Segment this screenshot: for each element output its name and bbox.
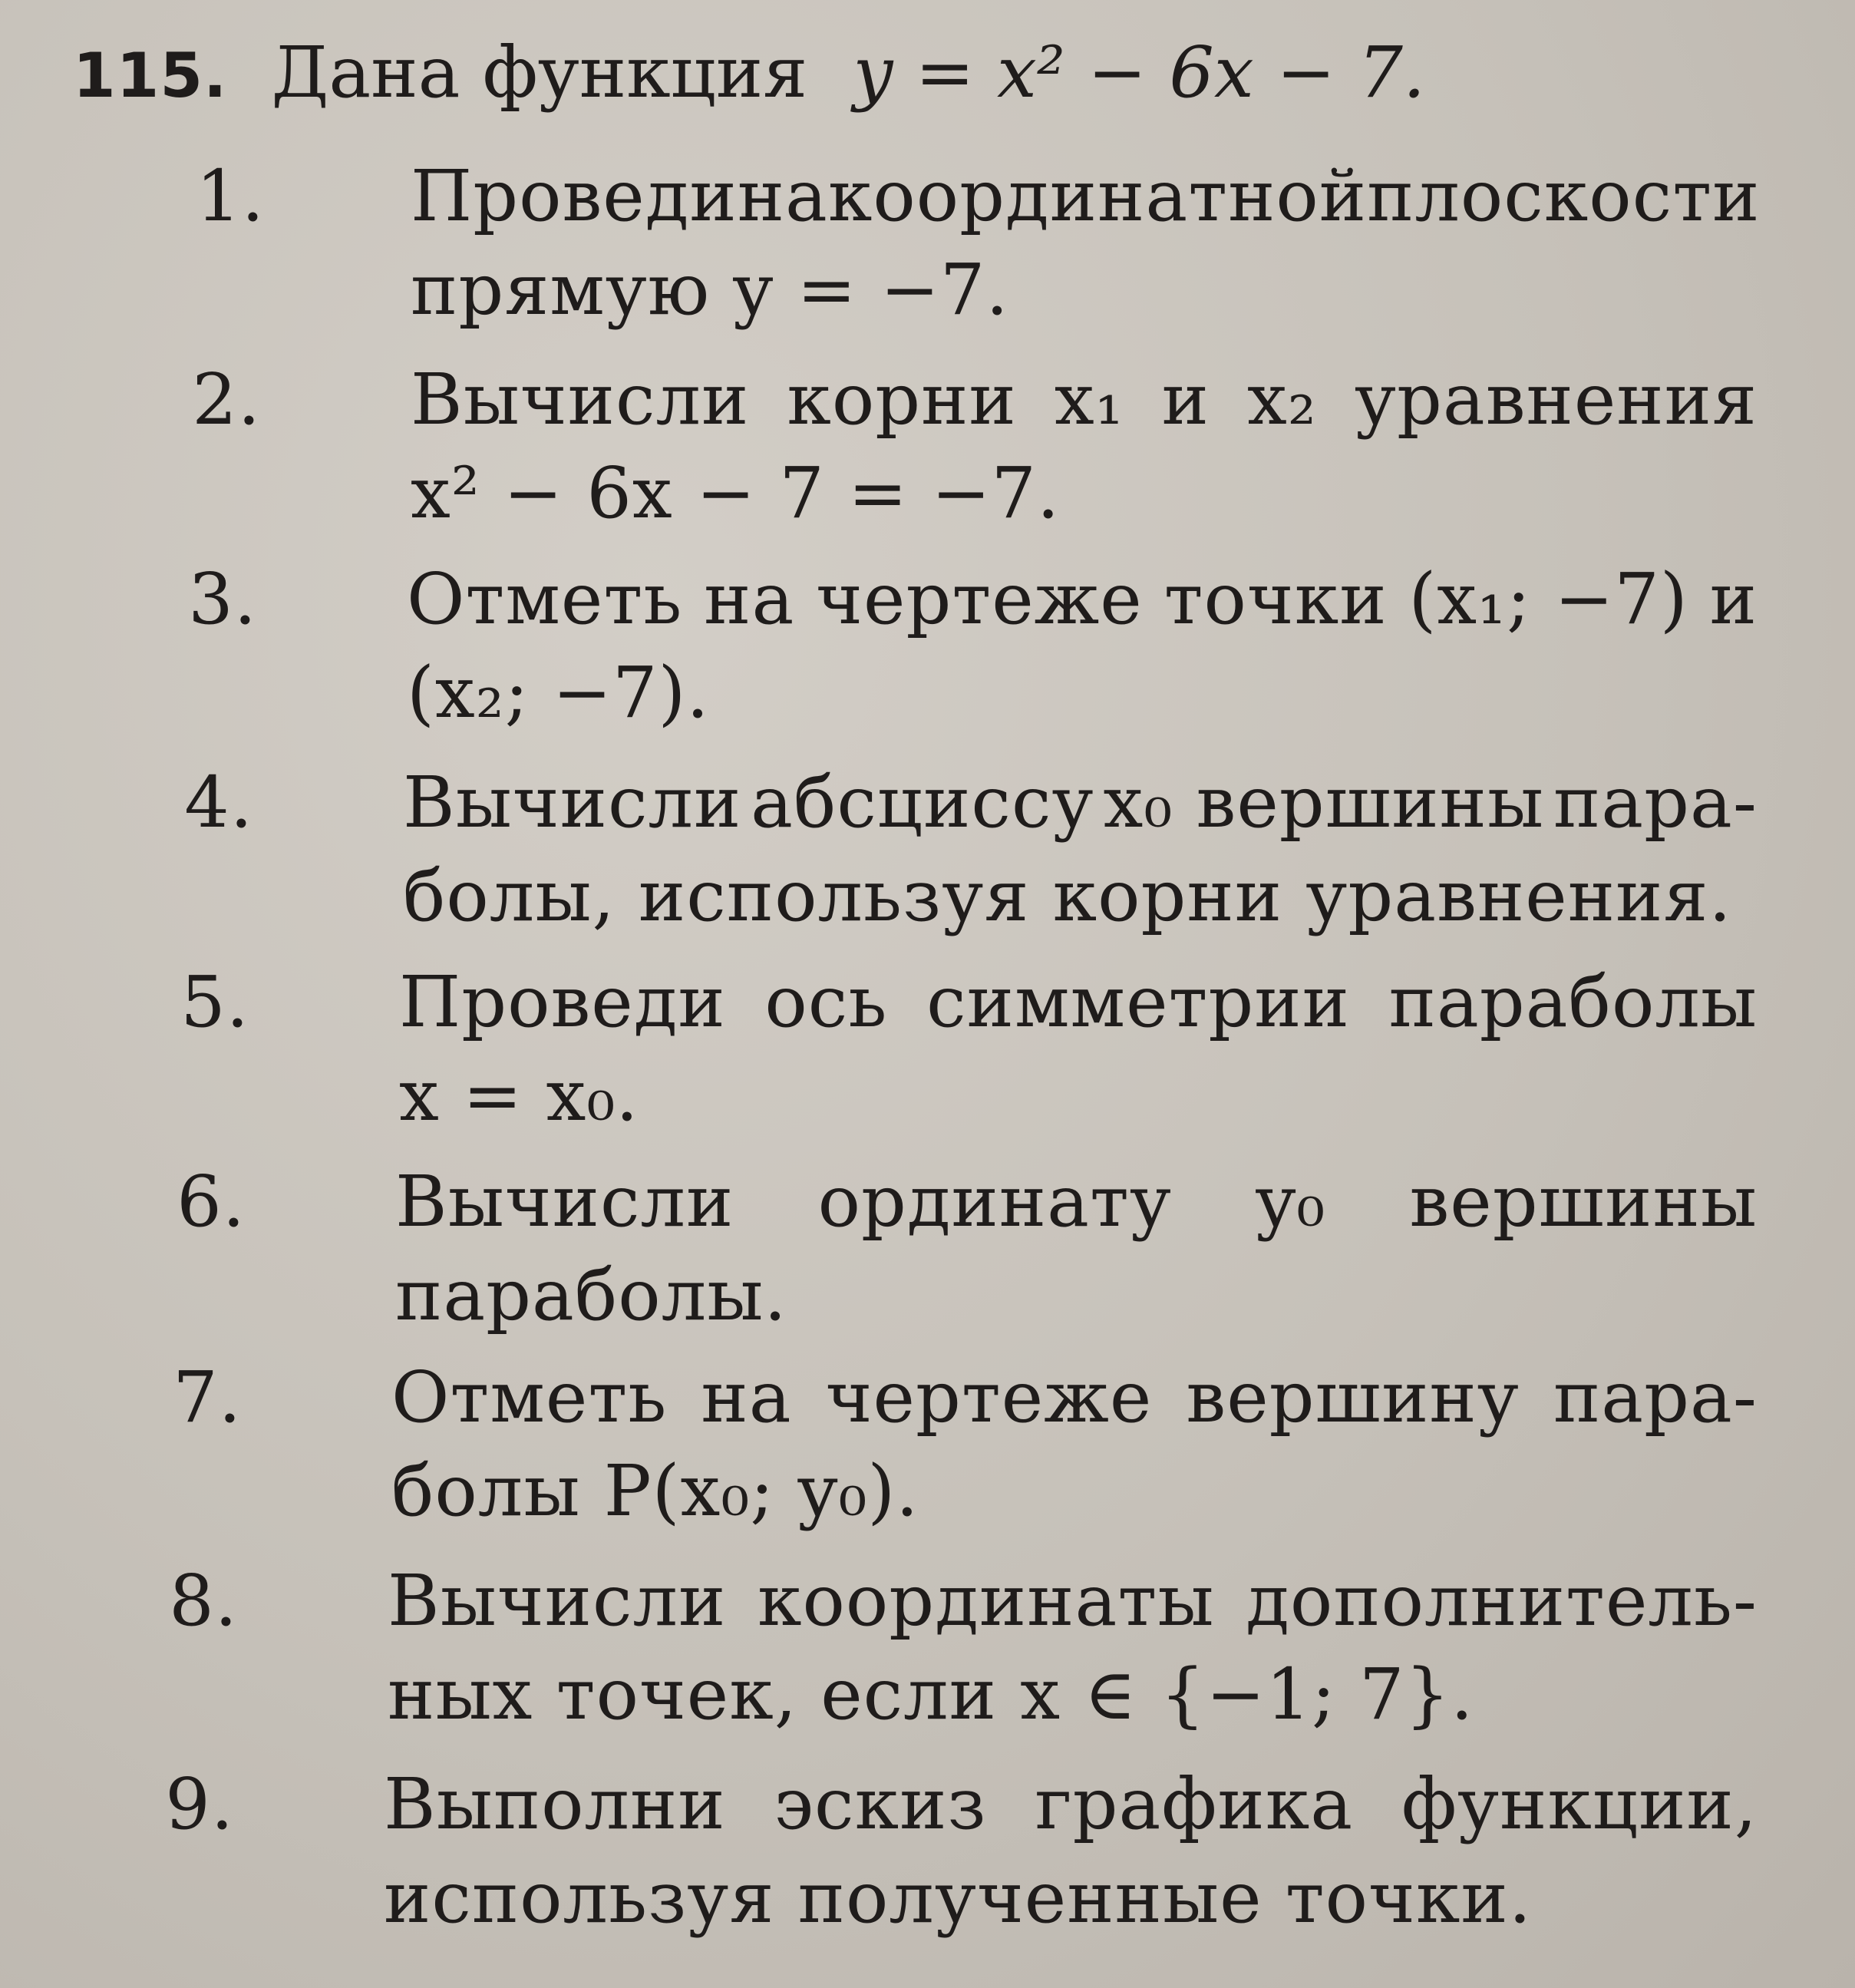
task-number: 2. <box>192 358 261 441</box>
task-line-1 <box>411 353 1758 447</box>
task-number: 1. <box>196 155 265 237</box>
task-word: симметрии <box>926 961 1350 1043</box>
task-number: 7. <box>173 1356 242 1438</box>
task-word: Проведи <box>411 155 738 237</box>
problem-intro: Дана функция <box>271 31 808 114</box>
task-word: x₂ <box>1247 358 1317 441</box>
task-line-1 <box>407 553 1758 646</box>
task-line-2: болы P(x₀; y₀). <box>391 1450 919 1532</box>
task-line-1 <box>403 756 1758 850</box>
task-word: эскиз <box>774 1763 987 1845</box>
task-word: пара- <box>1553 1356 1758 1438</box>
task-line-1 <box>395 1155 1758 1249</box>
task-word: чертеже <box>825 1356 1153 1438</box>
task-line-2: прямую y = −7. <box>411 249 1009 331</box>
task-number: 3. <box>188 558 257 640</box>
task-line-2: параболы. <box>395 1254 787 1336</box>
task-line-1 <box>388 1554 1758 1648</box>
task-line-1 <box>411 150 1761 243</box>
task-word: x₀ вершины <box>1103 761 1545 844</box>
task-word: корни <box>787 358 1017 441</box>
task-word: y₀ <box>1256 1161 1326 1243</box>
problem-function: y = x² − 6x − 7. <box>853 31 1426 114</box>
task-word: Вычисли <box>388 1560 727 1642</box>
task-word: Отметь <box>391 1356 668 1438</box>
task-word: (x₁; −7) <box>1408 558 1688 640</box>
task-word: вершины <box>1409 1161 1758 1243</box>
task-number: 5. <box>180 961 249 1043</box>
problem-number: 115. <box>73 40 228 111</box>
task-word: x₁ <box>1054 358 1124 441</box>
task-word: Выполни <box>384 1763 726 1845</box>
task-word: пара- <box>1553 761 1758 844</box>
task-line-2: ных точек, если x ∈ {−1; 7}. <box>388 1653 1474 1735</box>
task-word: плоскости <box>1367 155 1761 237</box>
task-word: вершину <box>1186 1356 1520 1438</box>
problem-header <box>73 23 1425 126</box>
task-word: параболы <box>1388 961 1758 1043</box>
task-number: 4. <box>184 761 253 844</box>
task-word: Вычисли <box>395 1161 734 1243</box>
task-word: Отметь <box>407 558 683 640</box>
task-line-2: x = x₀. <box>399 1055 639 1137</box>
task-word: координаты <box>758 1560 1215 1642</box>
task-word: координатной <box>827 155 1368 237</box>
task-word: и <box>1709 558 1758 640</box>
task-word: чертеже <box>816 558 1143 640</box>
task-line-2: болы, используя корни уравнения. <box>403 855 1732 937</box>
task-word: на <box>737 155 828 237</box>
task-word: на <box>701 1356 792 1438</box>
task-line-1 <box>384 1758 1758 1851</box>
task-word: и <box>1161 358 1210 441</box>
task-line-2: x² − 6x − 7 = −7. <box>411 452 1061 534</box>
task-word: графика <box>1035 1763 1354 1845</box>
task-word: дополнитель- <box>1246 1560 1758 1642</box>
task-line-2: (x₂; −7). <box>407 652 710 734</box>
task-line-1 <box>391 1351 1758 1445</box>
task-number: 9. <box>165 1763 234 1845</box>
task-word: абсциссу <box>751 761 1094 844</box>
task-word: Проведи <box>399 961 726 1043</box>
task-line-1 <box>399 956 1758 1049</box>
task-word: ось <box>764 961 888 1043</box>
task-word: ординату <box>817 1161 1173 1243</box>
task-word: функции, <box>1401 1763 1758 1845</box>
task-line-2: используя полученные точки. <box>384 1857 1532 1939</box>
task-number: 6. <box>177 1161 246 1243</box>
task-word: точки <box>1164 558 1388 640</box>
task-number: 8. <box>169 1560 238 1642</box>
task-word: Вычисли <box>411 358 750 441</box>
task-word: на <box>704 558 795 640</box>
task-word: уравнения <box>1354 358 1758 441</box>
task-word: Вычисли <box>403 761 742 844</box>
